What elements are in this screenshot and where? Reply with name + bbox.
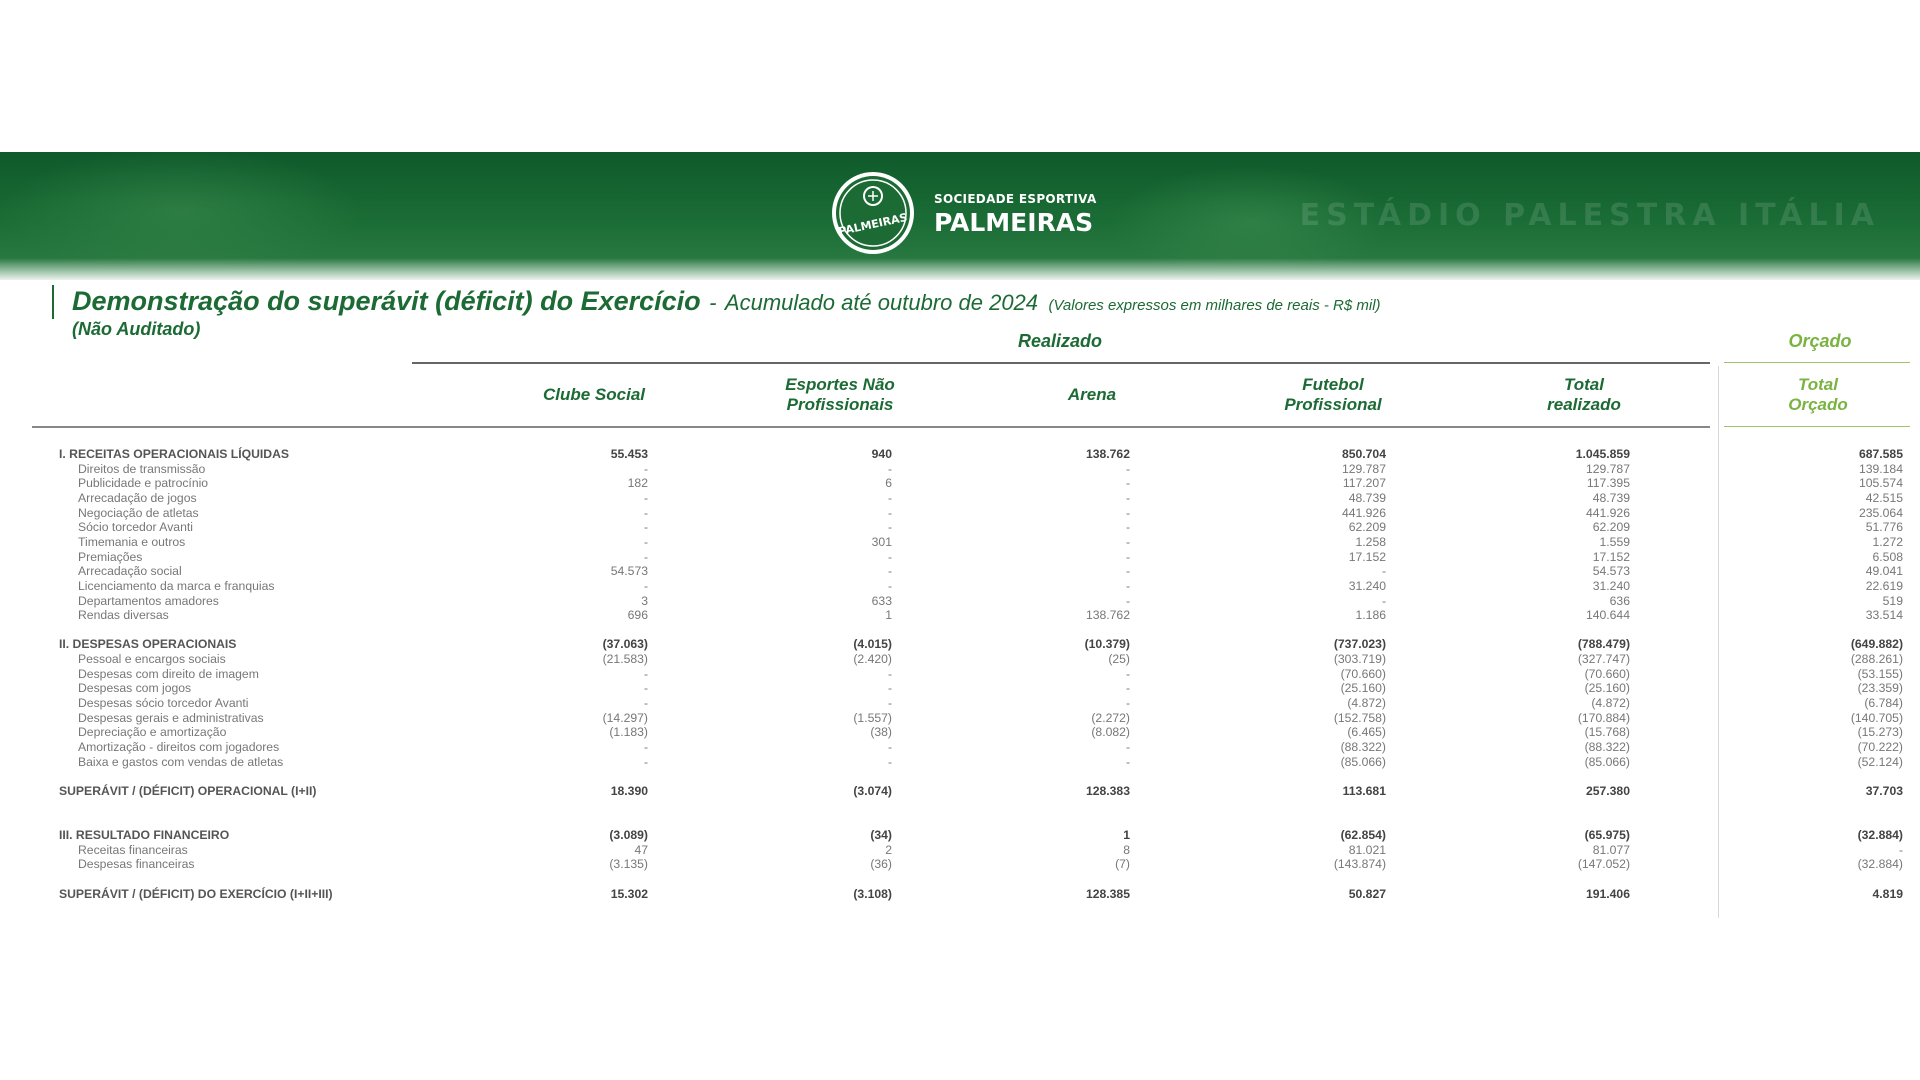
row-value: - [643, 490, 648, 505]
row-value: (15.273) [1857, 725, 1903, 740]
table-row [0, 550, 1920, 564]
row-label: II. DESPESAS OPERACIONAIS [59, 637, 237, 652]
row-value: (36) [870, 857, 892, 872]
section-row [0, 828, 1920, 842]
header-bottom-rule [32, 426, 1710, 428]
row-value: (4.872) [1591, 696, 1630, 711]
table-row [0, 857, 1920, 871]
row-value: 1.186 [1355, 608, 1386, 623]
row-value: - [887, 754, 892, 769]
row-value: 1 [885, 608, 892, 623]
row-value: (32.884) [1857, 857, 1903, 872]
row-value: (88.322) [1584, 740, 1630, 754]
table-row [0, 506, 1920, 520]
row-value: 54.573 [1592, 564, 1630, 579]
row-value: 129.787 [1341, 461, 1386, 476]
title-main: Demonstração do superávit (déficit) do Exercício [72, 286, 701, 316]
row-value: 48.739 [1348, 490, 1386, 505]
row-value: 191.406 [1585, 886, 1630, 901]
brand-block [934, 192, 1097, 237]
row-value: (34) [870, 827, 892, 842]
row-value: 3 [641, 593, 648, 608]
table-row [0, 491, 1920, 505]
row-value: 81.021 [1348, 842, 1386, 857]
row-value: (62.854) [1340, 827, 1386, 842]
column-header-total-realizado [1524, 375, 1644, 415]
row-value: - [643, 578, 648, 593]
row-value: (25) [1108, 652, 1130, 667]
row-value: (788.479) [1577, 637, 1630, 652]
group-header-orcado: Orçado [1788, 331, 1852, 351]
row-value: - [887, 564, 892, 579]
row-value: (303.719) [1333, 652, 1386, 667]
row-value: 301 [871, 534, 892, 549]
row-value: 15.302 [610, 886, 648, 901]
row-value: (3.135) [609, 857, 648, 872]
row-value: - [887, 549, 892, 564]
row-value: - [887, 461, 892, 476]
row-value: - [887, 666, 892, 681]
palmeiras-crest-icon [830, 170, 916, 256]
row-value: (1.183) [609, 725, 648, 740]
row-value: 50.827 [1348, 886, 1386, 901]
column-header-line: Futebol [1302, 375, 1364, 394]
row-label: Despesas sócio torcedor Avanti [78, 696, 249, 711]
row-label: Direitos de transmissão [78, 461, 206, 476]
row-value: 54.573 [610, 564, 648, 579]
table-row [0, 608, 1920, 622]
row-value: - [643, 681, 648, 696]
title-units: (Valores expressos em milhares de reais - R$ mil) [1048, 297, 1381, 314]
row-value: - [1125, 696, 1130, 711]
row-label: Baixa e gastos com vendas de atletas [78, 754, 284, 769]
row-value: (38) [870, 725, 892, 740]
column-header-line: Total [1798, 375, 1838, 394]
row-value: - [643, 754, 648, 769]
row-value: - [887, 681, 892, 696]
row-label: SUPERÁVIT / (DÉFICIT) DO EXERCÍCIO (I+II+III) [59, 886, 333, 901]
table-row [0, 520, 1920, 534]
row-value: (170.884) [1577, 710, 1630, 725]
row-value: - [643, 534, 648, 549]
brand-subtitle: SOCIEDADE ESPORTIVA [934, 192, 1097, 206]
title-accent-bar [52, 285, 54, 319]
row-value: (4.872) [1347, 696, 1386, 711]
row-value: (25.160) [1584, 681, 1630, 696]
row-value: - [1125, 593, 1130, 608]
row-value: - [1125, 578, 1130, 593]
row-value: 441.926 [1341, 505, 1386, 520]
row-value: (3.108) [853, 886, 892, 901]
row-value: - [643, 461, 648, 476]
row-label: Negociação de atletas [78, 505, 199, 520]
row-value: 37.703 [1865, 783, 1903, 798]
row-value: 117.207 [1342, 476, 1386, 491]
title-dash: - [709, 290, 717, 315]
table-row [0, 579, 1920, 593]
row-value: (143.874) [1333, 857, 1386, 872]
row-value: 18.390 [610, 783, 648, 798]
row-value: 49.041 [1865, 564, 1903, 579]
row-value: (7) [1115, 857, 1130, 872]
column-header-line: Clube Social [542, 385, 646, 404]
table-row [0, 476, 1920, 490]
row-value: - [1381, 593, 1386, 608]
row-value: (140.705) [1850, 710, 1903, 725]
row-value: 1.559 [1599, 534, 1630, 549]
row-value: 687.585 [1858, 447, 1903, 461]
table-row [0, 462, 1920, 476]
row-value: 51.776 [1865, 520, 1903, 535]
row-value: (23.359) [1857, 681, 1903, 696]
row-label: Depreciação e amortização [78, 725, 227, 740]
row-value: (52.124) [1857, 754, 1903, 769]
row-value: (70.660) [1340, 666, 1386, 681]
row-label: III. RESULTADO FINANCEIRO [59, 827, 230, 842]
column-header-line: Profissionais [786, 395, 894, 414]
row-value: (8.082) [1091, 725, 1130, 740]
row-label: Publicidade e patrocínio [78, 476, 209, 491]
column-header-clube-social [534, 385, 654, 405]
section-row [0, 637, 1920, 651]
row-label: Receitas financeiras [78, 842, 188, 857]
column-header-line: realizado [1547, 395, 1621, 414]
row-value: 441.926 [1585, 505, 1630, 520]
row-value: 235.064 [1858, 505, 1903, 520]
row-value: 129.787 [1585, 461, 1630, 476]
title-period: Acumulado até outubro de 2024 [724, 290, 1039, 315]
row-value: 62.209 [1348, 520, 1386, 535]
row-label: Despesas gerais e administrativas [78, 710, 264, 725]
row-label: Amortização - direitos com jogadores [78, 740, 280, 754]
group-header-realizado: Realizado [1017, 331, 1103, 351]
row-value: - [1125, 461, 1130, 476]
row-value: (70.660) [1584, 666, 1630, 681]
table-row [0, 564, 1920, 578]
row-value: - [887, 505, 892, 520]
row-value: 17.152 [1592, 549, 1630, 564]
table-row [0, 594, 1920, 608]
row-value: (6.465) [1347, 725, 1386, 740]
row-value: (147.052) [1577, 857, 1630, 872]
row-value: 138.762 [1085, 608, 1130, 623]
row-value: 140.644 [1585, 608, 1630, 623]
table-row [0, 711, 1920, 725]
row-value: - [1125, 549, 1130, 564]
row-value: 4.819 [1872, 886, 1903, 901]
row-value: 113.681 [1342, 783, 1386, 798]
section-row [0, 887, 1920, 901]
row-value: - [887, 490, 892, 505]
header-banner [0, 152, 1920, 280]
row-value: (3.089) [609, 827, 648, 842]
row-value: (25.160) [1340, 681, 1386, 696]
row-value: (2.272) [1091, 710, 1130, 725]
row-value: 633 [871, 593, 892, 608]
row-value: - [1125, 505, 1130, 520]
row-value: 1 [1123, 827, 1130, 842]
table-row [0, 740, 1920, 754]
header-bottom-rule-orcado [1724, 426, 1910, 427]
row-label: Departamentos amadores [78, 593, 219, 608]
group-rule-orcado [1724, 362, 1910, 363]
row-value: (327.747) [1577, 652, 1630, 667]
row-value: - [1898, 842, 1903, 857]
row-value: (3.074) [853, 783, 892, 798]
row-value: (14.297) [602, 710, 648, 725]
brand-name: PALMEIRAS [934, 208, 1094, 237]
row-value: - [643, 740, 648, 754]
row-value: 22.619 [1865, 578, 1903, 593]
row-value: 117.395 [1586, 476, 1630, 491]
row-label: Timemania e outros [78, 534, 186, 549]
row-label: SUPERÁVIT / (DÉFICIT) OPERACIONAL (I+II) [59, 783, 317, 798]
row-value: 139.184 [1858, 461, 1903, 476]
row-value: 81.077 [1592, 842, 1630, 857]
column-header-arena [1032, 385, 1152, 405]
row-value: (88.322) [1340, 740, 1386, 754]
row-value: - [643, 520, 648, 535]
row-value: (288.261) [1850, 652, 1903, 667]
column-header-total-orcado [1758, 375, 1878, 415]
row-value: - [1125, 740, 1130, 754]
row-value: 31.240 [1348, 578, 1386, 593]
row-value: (32.884) [1857, 827, 1903, 842]
row-value: 31.240 [1592, 578, 1630, 593]
table-row [0, 535, 1920, 549]
row-value: 42.515 [1865, 490, 1903, 505]
row-value: 17.152 [1348, 549, 1386, 564]
section-row [0, 447, 1920, 461]
row-value: 1.258 [1355, 534, 1386, 549]
row-value: (37.063) [602, 637, 648, 652]
row-value: 182 [627, 476, 648, 491]
row-value: 48.739 [1592, 490, 1630, 505]
row-value: - [887, 696, 892, 711]
row-value: (152.758) [1333, 710, 1386, 725]
row-value: - [1125, 666, 1130, 681]
row-value: - [887, 520, 892, 535]
table-row [0, 725, 1920, 739]
row-value: (15.768) [1584, 725, 1630, 740]
statement-title [72, 286, 1381, 317]
row-value: (10.379) [1084, 637, 1130, 652]
column-header-esportes [765, 375, 915, 415]
row-label: Sócio torcedor Avanti [78, 520, 193, 535]
table-row [0, 667, 1920, 681]
row-value: (85.066) [1340, 754, 1386, 769]
row-value: 128.383 [1085, 783, 1130, 798]
row-value: 1.272 [1872, 534, 1903, 549]
row-label: I. RECEITAS OPERACIONAIS LÍQUIDAS [59, 447, 290, 461]
row-value: 62.209 [1592, 520, 1630, 535]
table-row [0, 681, 1920, 695]
row-label: Premiações [78, 549, 143, 564]
group-rule-realizado [412, 362, 1710, 364]
section-row [0, 784, 1920, 798]
row-value: (737.023) [1333, 637, 1386, 652]
row-value: 2 [885, 842, 892, 857]
crest-text: PALMEIRAS [837, 210, 909, 239]
row-value: (85.066) [1584, 754, 1630, 769]
row-value: 940 [871, 447, 892, 461]
row-value: - [643, 549, 648, 564]
row-label: Rendas diversas [78, 608, 169, 623]
row-label: Arrecadação de jogos [78, 490, 197, 505]
column-header-line: Total [1564, 375, 1604, 394]
row-value: 55.453 [610, 447, 648, 461]
row-value: 138.762 [1085, 447, 1130, 461]
row-value: 105.574 [1858, 476, 1903, 491]
row-value: - [1125, 520, 1130, 535]
row-value: - [1125, 754, 1130, 769]
row-value: - [1125, 490, 1130, 505]
row-value: - [643, 666, 648, 681]
row-value: - [1125, 534, 1130, 549]
column-header-line: Orçado [1788, 395, 1848, 414]
row-value: (21.583) [602, 652, 648, 667]
row-value: 636 [1609, 593, 1630, 608]
row-value: (1.557) [853, 710, 892, 725]
column-header-line: Esportes Não [785, 375, 895, 394]
row-value: - [643, 505, 648, 520]
row-value: (65.975) [1584, 827, 1630, 842]
row-label: Pessoal e encargos sociais [78, 652, 226, 667]
row-label: Arrecadação social [78, 564, 182, 579]
row-value: - [887, 740, 892, 754]
not-audited-note: (Não Auditado) [72, 319, 201, 339]
row-value: (4.015) [853, 637, 892, 652]
row-value: - [1125, 564, 1130, 579]
row-label: Licenciamento da marca e franquias [78, 578, 275, 593]
stadium-background-text: ESTÁDIO PALESTRA ITÁLIA [1299, 198, 1880, 233]
column-header-futebol [1258, 375, 1408, 415]
row-value: (53.155) [1857, 666, 1903, 681]
row-value: - [887, 578, 892, 593]
row-value: 47 [634, 842, 648, 857]
row-value: 257.380 [1585, 783, 1630, 798]
row-value: 696 [627, 608, 648, 623]
row-value: 1.045.859 [1575, 447, 1630, 461]
row-value: 6.508 [1872, 549, 1903, 564]
row-label: Despesas com direito de imagem [78, 666, 259, 681]
row-value: 128.385 [1085, 886, 1130, 901]
row-label: Despesas com jogos [78, 681, 192, 696]
row-value: (6.784) [1864, 696, 1903, 711]
row-value: - [1125, 681, 1130, 696]
row-value: 519 [1882, 593, 1903, 608]
row-value: 6 [885, 476, 892, 491]
row-value: - [643, 696, 648, 711]
row-value: - [1125, 476, 1130, 491]
column-header-line: Arena [1067, 385, 1117, 404]
table-row [0, 843, 1920, 857]
table-row [0, 652, 1920, 666]
row-value: (2.420) [853, 652, 892, 667]
column-header-line: Profissional [1284, 395, 1382, 414]
table-row [0, 696, 1920, 710]
row-value: 850.704 [1341, 447, 1386, 461]
row-label: Despesas financeiras [78, 857, 195, 872]
table-row [0, 755, 1920, 769]
row-value: - [1381, 564, 1386, 579]
row-value: (70.222) [1857, 740, 1903, 754]
row-value: (649.882) [1850, 637, 1903, 652]
row-value: 8 [1123, 842, 1130, 857]
row-value: 33.514 [1865, 608, 1903, 623]
